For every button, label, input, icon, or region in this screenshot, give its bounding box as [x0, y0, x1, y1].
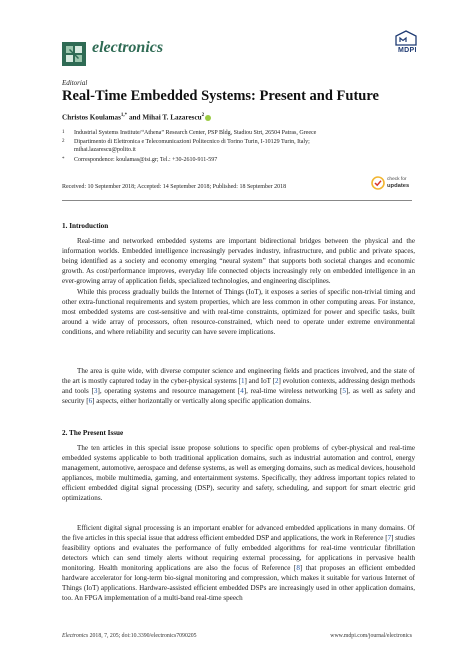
header-divider — [62, 200, 412, 201]
citation-link[interactable]: 5 — [342, 387, 346, 396]
paragraph-text: ] that proposes an efficient embedded hardware accelerator for long-term bio-signal monitoring and compression, which makes it suitable for various Internet of Things (IoT) applications. Hardware-assisted efficient embedded DSPs are increasingly used in other application domains, too. An FPGA implementation of a multi-band real-time speech — [62, 564, 416, 603]
section-heading: 1. Introduction — [62, 222, 109, 230]
paragraph-text: ] evolution contexts, addressing design methods and tools [ — [62, 377, 416, 396]
citation-link[interactable]: 8 — [296, 564, 300, 573]
check-updates-label: updates — [387, 183, 410, 189]
paragraph — [62, 523, 415, 603]
journal-name: electronics — [92, 39, 164, 56]
citation-link[interactable]: 7 — [387, 534, 392, 543]
author-affil-mark: 2 — [201, 113, 205, 118]
paragraph-text: Real-time and networked embedded systems are important bidirectional bridges between the physical and the information worlds. Embedded intelligence increasingly pervades industry, infrastructure, and public and private spaces, being identified as a society and economy emerging “neural system” that supports both societal changes and economic growth. As cost/performance improves, everyday life connected objects increasingly rely on embedded intelligence in an ever-growing array of application fields, specialized technologies, and engineering disciplines. — [62, 237, 415, 286]
affiliation-text: Dipartimento di Elettronica e Telecomunicazioni Politecnico di Torino Turin, I-10129 Turin, Italy; — [74, 139, 310, 145]
author-conjunction: and — [127, 113, 143, 122]
affiliation-mark: 1 — [62, 130, 65, 135]
paragraph-text: ] studies feasibility options and evaluates the performance of fully embedded algorithms for real-time ventricular fibrillation detectors which can send timely alerts without requiring external processing, for applications in pervasive health monitoring. Health monitoring applications are also the focus of Reference [ — [62, 534, 416, 573]
check-updates-icon — [371, 176, 385, 190]
paragraph-text: ] and IoT [ — [244, 377, 275, 386]
paragraph — [62, 236, 415, 286]
affiliation-text: Industrial Systems Institute/“Athena” Research Center, PSP Bldg, Stadiou Strt, 26504 Patras, Greece — [74, 130, 317, 136]
correspondence-text: Correspondence: koulamas@isi.gr; Tel.: +30-2610-911-597 — [74, 157, 218, 163]
citation-link[interactable]: 6 — [88, 397, 93, 406]
check-for-updates-button[interactable] — [371, 174, 415, 194]
footer-citation — [62, 633, 197, 639]
publication-dates: Received: 10 September 2018; Accepted: 14 September 2018; Published: 18 September 2018 — [62, 184, 287, 190]
correspondence — [62, 156, 217, 164]
paragraph-text: ], operating systems and resource management [ — [97, 387, 241, 396]
paragraph — [62, 287, 415, 337]
citation-link[interactable]: 2 — [275, 377, 279, 386]
footer-doi[interactable]: 2018, 7, 205; doi:10.3390/electronics7090205 — [88, 633, 197, 639]
paragraph-text: ], real-time wireless networking [ — [243, 387, 343, 396]
author-name[interactable]: Christos Koulamas — [62, 113, 121, 122]
paragraph-text: ], as well as safety and security [ — [62, 387, 416, 406]
publisher-name: MDPI — [398, 47, 417, 54]
paragraph-text: The ten articles in this special issue propose solutions to specific open problems of cyber-physical and real-time embedded systems applicable to both traditional application domains, such as industrial automation and control, energy management, automotive, aerospace and defense systems, as well as emerging domains, such as medical devices, household appliances, mobile multimedia, gaming, and entertainment systems. Specifically, they address important topics related to efficient embedded digital signal processing (DSP), security and safety, scheduling, and support for smart electric grid optimizations. — [62, 444, 415, 503]
paragraph — [62, 443, 415, 503]
orcid-icon[interactable] — [205, 115, 211, 121]
author-list — [62, 113, 211, 121]
affiliation — [62, 138, 310, 146]
citation-link[interactable]: 3 — [93, 387, 98, 396]
journal-logo-icon — [62, 42, 86, 66]
paragraph — [62, 366, 415, 406]
author-name[interactable]: Mihai T. Lazarescu — [142, 113, 202, 122]
affiliation — [62, 146, 136, 154]
affiliation-mark: 2 — [62, 139, 65, 144]
footer-journal: Electronics — [62, 633, 89, 639]
affiliation-email[interactable]: mihai.lazarescu@polito.it — [74, 147, 136, 153]
citation-link[interactable]: 1 — [240, 377, 245, 386]
affiliation — [62, 129, 316, 137]
author-affil-mark: 1,* — [120, 113, 128, 118]
footer-journal-link[interactable]: www.mdpi.com/journal/electronics — [330, 633, 412, 639]
affiliation-mark: * — [62, 157, 65, 162]
article-type: Editorial — [62, 79, 88, 87]
check-updates-label: check for — [387, 177, 407, 182]
paragraph-text: ] aspects, either horizontally or vertically along specific application domains. — [92, 397, 311, 406]
section-heading: 2. The Present Issue — [62, 429, 124, 437]
mdpi-logo-icon — [395, 30, 417, 47]
citation-link[interactable]: 4 — [240, 387, 244, 396]
page-title: Real-Time Embedded Systems: Present and Future — [62, 88, 379, 104]
paragraph-text: Efficient digital signal processing is an important enabler for advanced embedded applications in many domains. Of the five articles in this special issue that address efficient embedded DSP and applications, the work in Reference [ — [62, 524, 415, 543]
paragraph-text: While this process gradually builds the Internet of Things (IoT), it exposes a series of specific non-trivial timing and other extra-functional requirements and system properties, which are less common in other computing areas. For instance, most embedded systems are cost-sensitive and with real-time constraints, optimized for power and specific tasks, built around a wide array of processors, often resource-constrained, which need to operate under extreme environmental conditions, and where reliability and security can have severe implications. — [62, 288, 415, 337]
paragraph-text: The area is quite wide, with diverse computer science and engineering fields and practices involved, and the state of the art is mostly captured today in the cyber-physical systems [ — [62, 367, 415, 386]
